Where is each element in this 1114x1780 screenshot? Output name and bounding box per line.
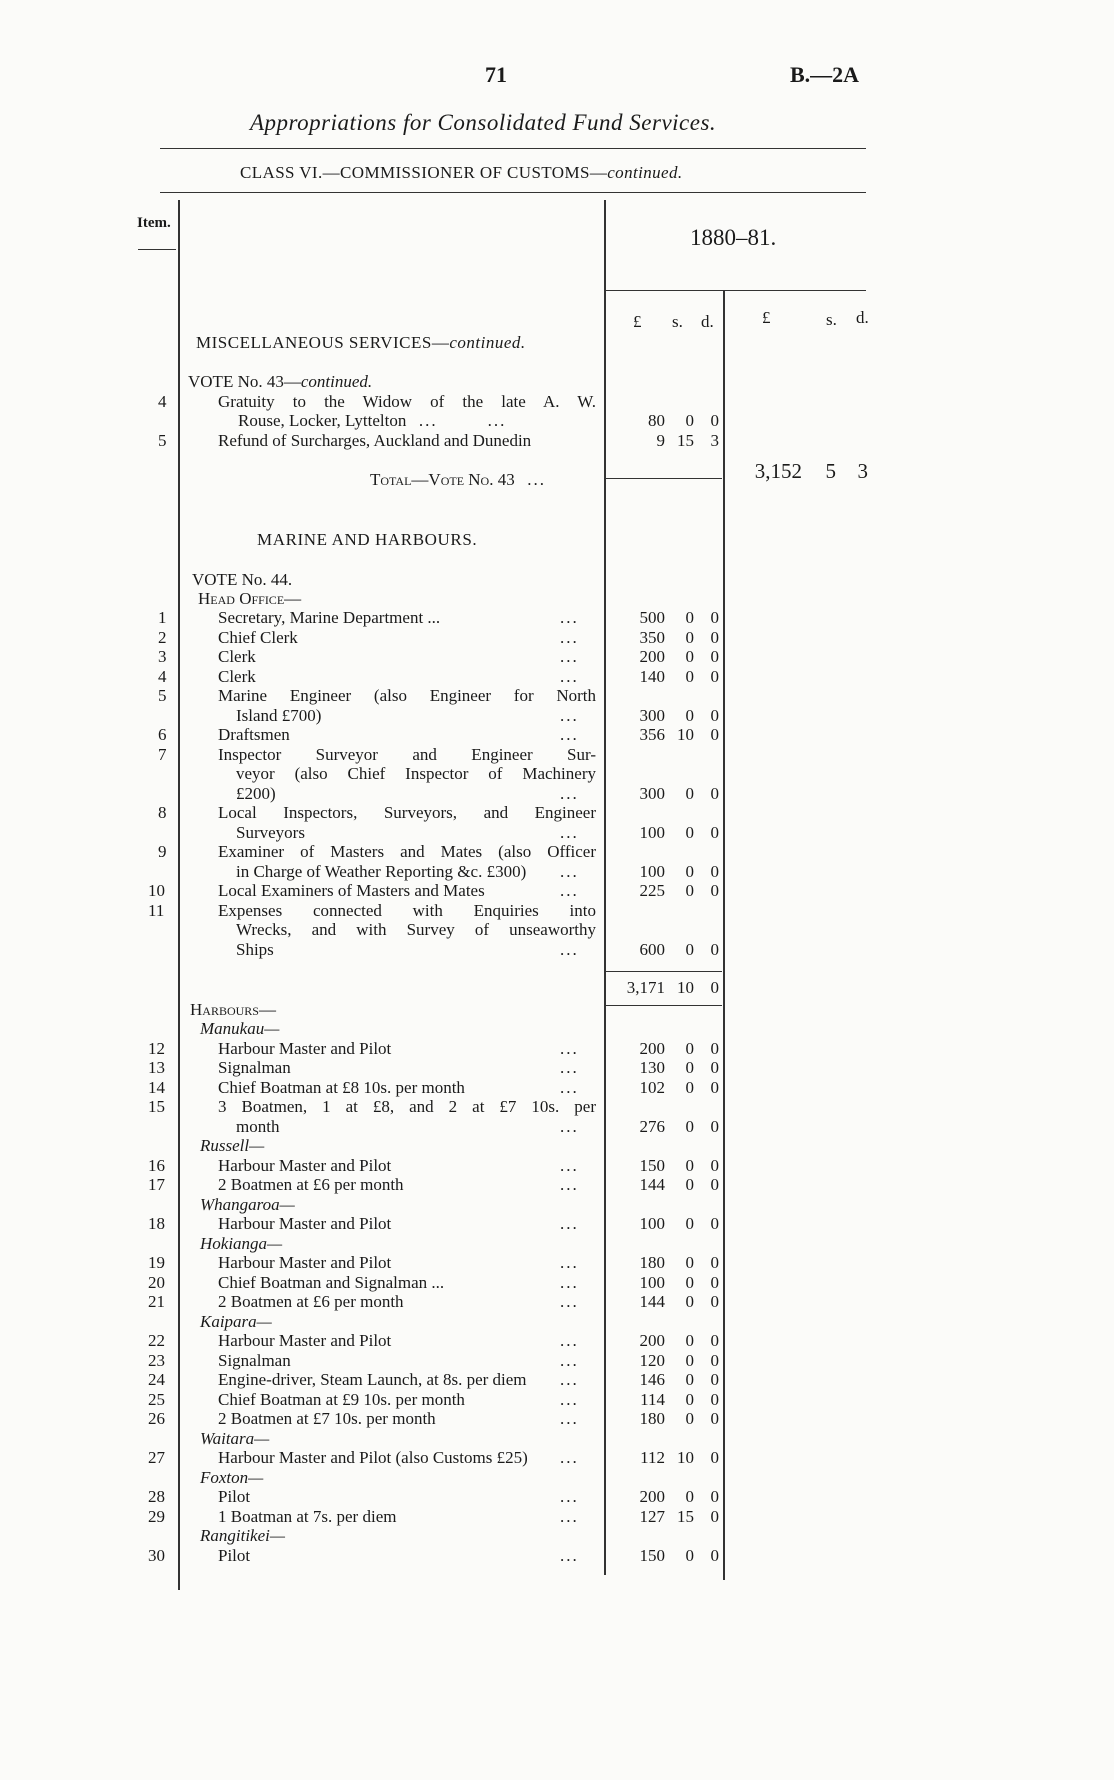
marine-heading: MARINE AND HARBOURS. bbox=[257, 530, 478, 549]
harbour-name: Rangitikei— bbox=[200, 1526, 285, 1545]
amount-shillings: 10 bbox=[677, 1448, 694, 1467]
item-number: 3 bbox=[158, 647, 167, 666]
item-description bbox=[218, 745, 596, 765]
item-description-text: Local Inspectors, Surveyors, and Engineer bbox=[218, 803, 596, 822]
item-description bbox=[218, 881, 485, 901]
year-rule bbox=[604, 290, 866, 291]
amount-pounds: 150 bbox=[639, 1545, 665, 1565]
leader-dots: ... bbox=[560, 1116, 579, 1136]
leader-dots: ... bbox=[560, 1175, 579, 1194]
amount-shillings: 0 bbox=[685, 1214, 694, 1233]
amount-pence: 0 bbox=[710, 1448, 719, 1467]
amount-pounds: 127 bbox=[639, 1506, 665, 1526]
item-description-text: Signalman bbox=[218, 1350, 291, 1370]
item-number: 11 bbox=[148, 900, 165, 920]
item-column-rule bbox=[178, 200, 180, 1590]
item-description bbox=[218, 1156, 391, 1176]
item-description bbox=[218, 1078, 465, 1098]
leader-dots: ... bbox=[560, 647, 579, 666]
item-description bbox=[218, 1331, 391, 1351]
amount-shillings: 0 bbox=[685, 1253, 694, 1272]
amount-pence: 0 bbox=[710, 666, 719, 686]
harbour-name: Russell— bbox=[200, 1136, 265, 1155]
amount-pounds: 180 bbox=[639, 1253, 665, 1272]
amount-pounds: 200 bbox=[639, 1038, 665, 1058]
item-description bbox=[236, 940, 274, 960]
item-description-text: Chief Clerk bbox=[218, 627, 298, 647]
amount-pence: 0 bbox=[710, 1077, 719, 1097]
item-description bbox=[236, 823, 305, 843]
item-description bbox=[218, 842, 596, 862]
amount-pence: 0 bbox=[710, 608, 719, 627]
item-description bbox=[218, 1409, 436, 1429]
item-number: 28 bbox=[148, 1487, 165, 1506]
item-description bbox=[218, 647, 256, 667]
item-description-text: Ships bbox=[236, 939, 274, 959]
amount-pence: 0 bbox=[710, 1116, 719, 1136]
amount-shillings: 0 bbox=[685, 1155, 694, 1175]
item-description bbox=[236, 784, 276, 804]
item-description-text: 2 Boatmen at £6 per month bbox=[218, 1292, 404, 1311]
class-heading-continued: continued. bbox=[607, 163, 683, 182]
item-number: 12 bbox=[148, 1038, 165, 1058]
misc-heading-text: MISCELLANEOUS SERVICES— bbox=[196, 333, 450, 352]
item-number: 26 bbox=[148, 1409, 165, 1428]
amount-pounds: 100 bbox=[639, 1272, 665, 1292]
shilling-header-2: s. bbox=[826, 310, 837, 329]
item-description bbox=[218, 1175, 404, 1195]
item-description-text: 3 Boatmen, 1 at £8, and 2 at £7 10s. per bbox=[218, 1097, 596, 1116]
item-label-underline bbox=[138, 249, 176, 250]
item-description bbox=[218, 1507, 396, 1527]
amount-pence: 0 bbox=[710, 1214, 719, 1233]
harbour-name: Whangaroa— bbox=[200, 1194, 295, 1214]
item-description-text: Island £700) bbox=[236, 705, 322, 725]
item-description-text: Pilot bbox=[218, 1487, 251, 1506]
leader-dots: ... bbox=[560, 1038, 579, 1058]
leader-dots: ... bbox=[560, 1389, 579, 1409]
leader-dots: ... bbox=[560, 1350, 579, 1370]
amount-pence: 0 bbox=[710, 627, 719, 647]
amount-pence: 0 bbox=[710, 1506, 719, 1526]
leader-dots: ... bbox=[560, 939, 579, 959]
item-description-text: Pilot bbox=[218, 1545, 251, 1565]
leader-dots: ... bbox=[560, 1409, 579, 1428]
item-description bbox=[218, 1351, 291, 1371]
amount-pounds: 200 bbox=[639, 647, 665, 666]
amount-pounds: 120 bbox=[639, 1350, 665, 1370]
amount-shillings: 0 bbox=[685, 1545, 694, 1565]
item-description-text: Draftsmen bbox=[218, 725, 290, 744]
item-number: 4 bbox=[158, 392, 167, 411]
amount-pounds: 276 bbox=[639, 1116, 665, 1136]
amount-pence: 0 bbox=[710, 881, 719, 900]
amount-shillings: 0 bbox=[685, 939, 694, 959]
amount-pence: 0 bbox=[710, 783, 719, 803]
amount-pence: 0 bbox=[710, 1253, 719, 1272]
amount-pence: 0 bbox=[710, 1350, 719, 1370]
amount-pence: 0 bbox=[710, 1058, 719, 1077]
total-rule bbox=[604, 478, 722, 479]
pence-header-2: d. bbox=[856, 308, 869, 327]
amount-pence: 0 bbox=[710, 1409, 719, 1428]
leader-dots: ... bbox=[560, 1448, 579, 1467]
amount-pounds: 146 bbox=[639, 1370, 665, 1389]
item-number: 25 bbox=[148, 1389, 165, 1409]
amount-shillings: 0 bbox=[685, 822, 694, 842]
item-description-text: month bbox=[236, 1116, 280, 1136]
item-description bbox=[218, 1370, 527, 1390]
amount-shillings: 0 bbox=[685, 881, 694, 900]
item-description-text: 1 Boatman at 7s. per diem bbox=[218, 1506, 397, 1526]
harbours-heading: Harbours— bbox=[190, 1000, 276, 1019]
amount-column-rule bbox=[604, 200, 606, 1575]
harbour-name: Kaipara— bbox=[200, 1311, 272, 1331]
amount-shillings: 0 bbox=[685, 1038, 694, 1058]
amount-pence: 0 bbox=[710, 647, 719, 666]
amount-shillings: 0 bbox=[685, 1331, 694, 1350]
document-reference: B.—2A bbox=[790, 62, 860, 87]
item-number: 20 bbox=[148, 1272, 165, 1292]
item-description-text: in Charge of Weather Reporting &c. £300) bbox=[236, 861, 527, 881]
amount-pence: 0 bbox=[710, 1545, 719, 1565]
item-description bbox=[218, 1097, 596, 1117]
amount-shillings: 0 bbox=[685, 1058, 694, 1077]
amount-shillings: 0 bbox=[685, 1175, 694, 1194]
item-description-text: Harbour Master and Pilot bbox=[218, 1038, 392, 1058]
item-description-text: 2 Boatmen at £7 10s. per month bbox=[218, 1409, 436, 1428]
amount-pence: 3 bbox=[710, 431, 719, 450]
item-number: 16 bbox=[148, 1155, 165, 1175]
amount-shillings: 15 bbox=[677, 431, 694, 450]
item-description bbox=[236, 764, 596, 784]
pence-header-1: d. bbox=[701, 312, 714, 331]
page-number: 71 bbox=[485, 62, 507, 87]
amount-pounds: 140 bbox=[639, 666, 665, 686]
total-pence: 3 bbox=[857, 459, 868, 483]
leader-dots: ... bbox=[560, 1331, 579, 1350]
subtotal-rule-top bbox=[604, 971, 722, 972]
vote-43-text: VOTE No. 43— bbox=[188, 372, 301, 391]
leader-dots: ... bbox=[560, 1155, 579, 1175]
misc-heading bbox=[196, 333, 526, 353]
vote-44-heading: VOTE No. 44. bbox=[192, 570, 293, 589]
amount-pence: 0 bbox=[710, 1331, 719, 1350]
leader-dots: ... bbox=[560, 1058, 579, 1077]
item-description bbox=[218, 1214, 391, 1234]
amount-pounds: 9 bbox=[656, 431, 665, 450]
leader-dots: ... bbox=[560, 1253, 579, 1272]
item-number: 27 bbox=[148, 1448, 165, 1467]
item-description bbox=[218, 667, 256, 687]
item-description bbox=[236, 920, 596, 940]
item-description-text: Secretary, Marine Department ... bbox=[218, 608, 441, 627]
item-number: 22 bbox=[148, 1331, 165, 1350]
item-number: 19 bbox=[148, 1253, 165, 1272]
amount-shillings: 0 bbox=[685, 861, 694, 881]
amount-pounds: 180 bbox=[639, 1409, 665, 1428]
amount-shillings: 0 bbox=[685, 1370, 694, 1389]
item-number: 30 bbox=[148, 1545, 165, 1565]
amount-pounds: 100 bbox=[639, 822, 665, 842]
leader-dots: ... bbox=[560, 881, 579, 900]
amount-pence: 0 bbox=[710, 861, 719, 881]
amount-pounds: 144 bbox=[639, 1175, 665, 1194]
leader-dots: ... bbox=[560, 1487, 579, 1506]
amount-shillings: 0 bbox=[685, 411, 694, 430]
pound-header-2: £ bbox=[762, 308, 771, 327]
item-number: 23 bbox=[148, 1350, 165, 1370]
item-description bbox=[236, 1117, 279, 1137]
page-title: Appropriations for Consolidated Fund Services. bbox=[250, 110, 717, 135]
item-description-cont bbox=[238, 411, 506, 431]
item-number: 17 bbox=[148, 1175, 165, 1194]
item-description-text: Harbour Master and Pilot (also Customs £25) bbox=[218, 1448, 528, 1467]
total-shillings: 5 bbox=[825, 459, 836, 483]
item-number: 10 bbox=[148, 881, 165, 900]
item-number: 8 bbox=[158, 803, 167, 822]
subtotal-pence: 0 bbox=[710, 978, 719, 997]
amount-pounds: 80 bbox=[648, 411, 665, 430]
item-number: 5 bbox=[158, 431, 167, 450]
harbour-name: Hokianga— bbox=[200, 1233, 283, 1253]
item-description-text: Surveyors bbox=[236, 822, 305, 842]
item-description-text: Examiner of Masters and Mates (also Officer bbox=[218, 842, 596, 861]
item-number: 5 bbox=[158, 686, 167, 705]
amount-pence: 0 bbox=[710, 939, 719, 959]
amount-shillings: 0 bbox=[685, 783, 694, 803]
item-description: Refund of Surcharges, Auckland and Dunedin bbox=[218, 431, 532, 450]
amount-pence: 0 bbox=[710, 1292, 719, 1311]
total-label-text: Total—Vote No. 43 bbox=[370, 470, 515, 489]
item-number: 18 bbox=[148, 1214, 165, 1233]
item-description-text: Harbour Master and Pilot bbox=[218, 1331, 392, 1350]
leader-dots: ... bbox=[560, 627, 579, 647]
leader-dots: ... bbox=[560, 1506, 579, 1526]
misc-heading-continued: continued. bbox=[449, 333, 526, 352]
item-description-text: £200) bbox=[236, 783, 276, 803]
item-number: 4 bbox=[158, 666, 167, 686]
item-number: 15 bbox=[148, 1097, 165, 1116]
amount-pounds: 350 bbox=[639, 627, 665, 647]
item-description bbox=[218, 1273, 444, 1293]
leader-dots: ... bbox=[560, 666, 579, 686]
amount-pence: 0 bbox=[710, 1038, 719, 1058]
amount-shillings: 0 bbox=[685, 1077, 694, 1097]
item-description bbox=[218, 1448, 528, 1468]
amount-shillings: 0 bbox=[685, 1116, 694, 1136]
amount-shillings: 15 bbox=[677, 1506, 694, 1526]
item-description-text: Harbour Master and Pilot bbox=[218, 1155, 392, 1175]
item-description bbox=[218, 1292, 404, 1312]
amount-pence: 0 bbox=[710, 1155, 719, 1175]
amount-pounds: 600 bbox=[639, 939, 665, 959]
item-number: 9 bbox=[158, 842, 167, 861]
item-description bbox=[218, 1039, 391, 1059]
harbour-name: Foxton— bbox=[200, 1467, 264, 1487]
item-description-text: Signalman bbox=[218, 1058, 291, 1077]
year-heading: 1880–81. bbox=[690, 225, 777, 250]
amount-pounds: 100 bbox=[639, 861, 665, 881]
amount-pounds: 102 bbox=[639, 1077, 665, 1097]
item-description-text: Local Examiners of Masters and Mates bbox=[218, 881, 485, 900]
amount-pounds: 200 bbox=[639, 1487, 665, 1506]
item-number: 13 bbox=[148, 1058, 165, 1077]
item-description bbox=[218, 1546, 250, 1566]
class-heading-text: CLASS VI.—COMMISSIONER OF CUSTOMS— bbox=[240, 163, 608, 182]
item-description-text: Harbour Master and Pilot bbox=[218, 1214, 392, 1233]
harbour-name: Manukau— bbox=[200, 1019, 280, 1038]
item-number: 14 bbox=[148, 1077, 165, 1097]
subtotal-pounds: 3,171 bbox=[626, 978, 665, 997]
item-description-text: Clerk bbox=[218, 647, 256, 666]
leader-dots: ... bbox=[560, 783, 579, 803]
leader-dots: ... bbox=[560, 705, 579, 725]
subtotal-column-rule bbox=[723, 290, 725, 1580]
item-description-text: Marine Engineer (also Engineer for North bbox=[218, 686, 596, 705]
amount-shillings: 0 bbox=[685, 627, 694, 647]
item-description-text: Chief Boatman and Signalman ... bbox=[218, 1272, 445, 1292]
leader-dots: ... bbox=[560, 608, 579, 627]
leader-dots: ... bbox=[560, 1370, 579, 1389]
item-description bbox=[218, 725, 290, 745]
class-rule bbox=[160, 192, 866, 193]
amount-shillings: 0 bbox=[685, 705, 694, 725]
amount-pence: 0 bbox=[710, 1370, 719, 1389]
amount-pounds: 112 bbox=[640, 1448, 665, 1467]
head-office-heading: Head Office— bbox=[198, 589, 302, 608]
amount-pounds: 300 bbox=[639, 783, 665, 803]
amount-pence: 0 bbox=[710, 411, 719, 430]
item-description-text: Chief Boatman at £8 10s. per month bbox=[218, 1077, 465, 1097]
amount-shillings: 0 bbox=[685, 1389, 694, 1409]
item-number: 6 bbox=[158, 725, 167, 744]
item-description-text: veyor (also Chief Inspector of Machinery bbox=[236, 764, 596, 783]
amount-shillings: 0 bbox=[685, 666, 694, 686]
amount-pounds: 356 bbox=[639, 725, 665, 744]
amount-pence: 0 bbox=[710, 705, 719, 725]
item-description bbox=[236, 706, 321, 726]
leader-dots: ... ... bbox=[406, 411, 507, 430]
item-column-label: Item. bbox=[137, 215, 171, 231]
amount-pounds: 114 bbox=[640, 1389, 665, 1409]
amount-pounds: 130 bbox=[639, 1058, 665, 1077]
item-description-text: Harbour Master and Pilot bbox=[218, 1253, 392, 1272]
item-number: 1 bbox=[158, 608, 167, 627]
class-heading bbox=[240, 163, 683, 183]
leader-dots: ... bbox=[514, 470, 546, 489]
vote-43-continued: continued. bbox=[300, 372, 373, 391]
amount-shillings: 0 bbox=[685, 1487, 694, 1506]
item-description-text: Engine-driver, Steam Launch, at 8s. per diem bbox=[218, 1370, 527, 1389]
amount-shillings: 0 bbox=[685, 1409, 694, 1428]
subtotal-shillings: 10 bbox=[677, 978, 694, 997]
amount-pence: 0 bbox=[710, 1272, 719, 1292]
amount-shillings: 0 bbox=[685, 1350, 694, 1370]
amount-pounds: 144 bbox=[639, 1292, 665, 1311]
total-vote-43-label bbox=[370, 470, 546, 490]
leader-dots: ... bbox=[560, 1292, 579, 1311]
leader-dots: ... bbox=[560, 725, 579, 744]
item-description bbox=[218, 803, 596, 823]
item-description bbox=[218, 686, 596, 706]
pound-header-1: £ bbox=[633, 312, 642, 331]
item-description bbox=[218, 901, 596, 921]
amount-shillings: 0 bbox=[685, 647, 694, 666]
amount-shillings: 0 bbox=[685, 1272, 694, 1292]
item-number: 2 bbox=[158, 627, 167, 647]
amount-shillings: 10 bbox=[677, 725, 694, 744]
item-description-text: Inspector Surveyor and Engineer Sur- bbox=[218, 744, 596, 764]
amount-pounds: 200 bbox=[639, 1331, 665, 1350]
item-description bbox=[218, 628, 298, 648]
shilling-header-1: s. bbox=[672, 312, 683, 331]
item-description bbox=[218, 1487, 250, 1507]
item-number: 7 bbox=[158, 744, 167, 764]
item-description-text: 2 Boatmen at £6 per month bbox=[218, 1175, 404, 1194]
leader-dots: ... bbox=[560, 1545, 579, 1565]
item-number: 24 bbox=[148, 1370, 165, 1389]
amount-pence: 0 bbox=[710, 1389, 719, 1409]
amount-shillings: 0 bbox=[685, 1292, 694, 1311]
item-description bbox=[218, 1253, 391, 1273]
leader-dots: ... bbox=[560, 861, 579, 881]
item-description-text: Chief Boatman at £9 10s. per month bbox=[218, 1389, 465, 1409]
amount-pounds: 225 bbox=[639, 881, 665, 900]
leader-dots: ... bbox=[560, 1272, 579, 1292]
leader-dots: ... bbox=[560, 822, 579, 842]
amount-shillings: 0 bbox=[685, 608, 694, 627]
amount-pounds: 150 bbox=[639, 1155, 665, 1175]
item-description bbox=[218, 1058, 291, 1078]
amount-pence: 0 bbox=[710, 1175, 719, 1194]
amount-pence: 0 bbox=[710, 725, 719, 744]
item-description-text: Clerk bbox=[218, 666, 256, 686]
amount-pounds: 500 bbox=[639, 608, 665, 627]
item-description: Gratuity to the Widow of the late A. W. bbox=[218, 392, 596, 411]
amount-pounds: 300 bbox=[639, 705, 665, 725]
item-description-text: Expenses connected with Enquiries into bbox=[218, 900, 596, 920]
leader-dots: ... bbox=[560, 1077, 579, 1097]
total-pounds: 3,152 bbox=[754, 459, 802, 483]
leader-dots: ... bbox=[560, 1214, 579, 1233]
title-rule bbox=[160, 148, 866, 149]
item-description-text: Wrecks, and with Survey of unseaworthy bbox=[236, 920, 596, 939]
amount-pence: 0 bbox=[710, 1487, 719, 1506]
item-description-text: Rouse, Locker, Lyttelton bbox=[238, 411, 407, 430]
amount-pounds: 100 bbox=[639, 1214, 665, 1233]
item-number: 29 bbox=[148, 1506, 165, 1526]
item-description bbox=[236, 862, 526, 882]
harbour-name: Waitara— bbox=[200, 1428, 270, 1448]
vote-43-heading bbox=[188, 372, 372, 392]
item-description bbox=[218, 608, 440, 628]
amount-pence: 0 bbox=[710, 822, 719, 842]
item-description bbox=[218, 1390, 465, 1410]
subtotal-rule-bottom bbox=[604, 1005, 722, 1006]
item-number: 21 bbox=[148, 1292, 165, 1311]
